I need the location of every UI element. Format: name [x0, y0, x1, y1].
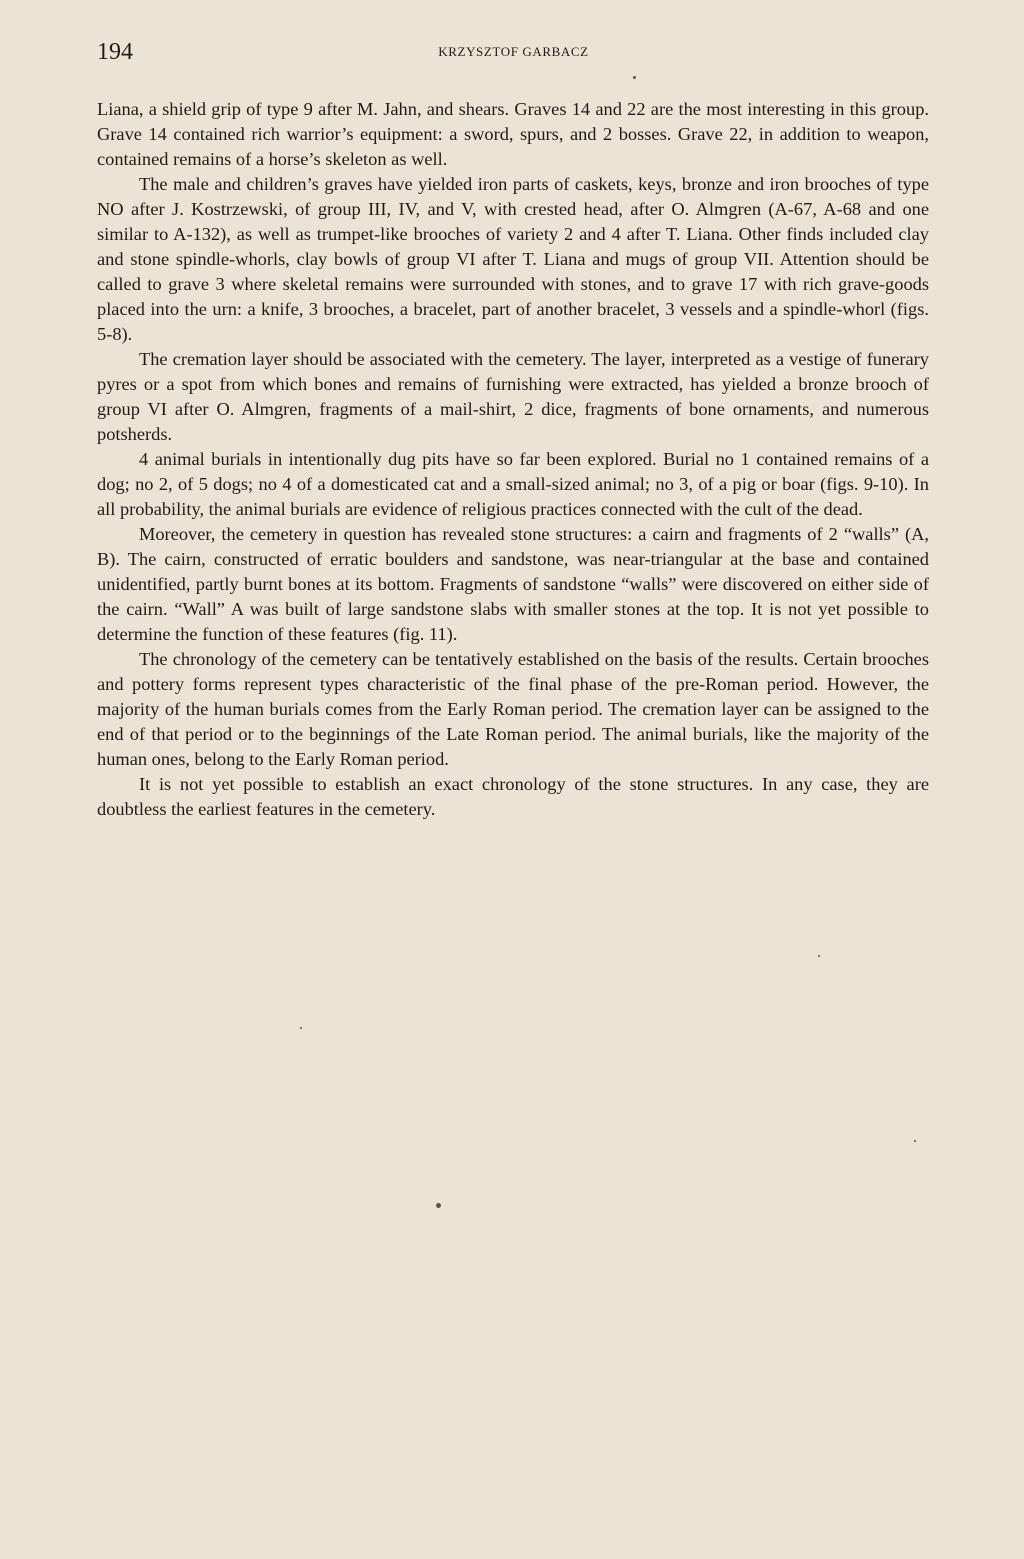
paragraph: Liana, a shield grip of type 9 after M. Jahn, and shears. Graves 14 and 22 are the most interesting in this group. Grave 14 contained rich warrior’s equipment: a sword, spurs, and 2 bosses. Grave 22, in addition to weapon, contained remains of a horse’s skeleton as well.: [97, 99, 929, 169]
paper-speck: [300, 1027, 302, 1029]
paper-speck: [914, 1140, 916, 1142]
paragraph: 4 animal burials in intentionally dug pits have so far been explored. Burial no 1 contained remains of a dog; no 2, of 5 dogs; no 4 of a domesticated cat and a small-sized animal; no 3, of a pig or boar (figs. 9-10). In all probability, the animal burials are evidence of religious practices connected with the cult of the dead.: [97, 449, 929, 519]
page-header: [97, 36, 930, 68]
paper-speck: [818, 955, 820, 957]
running-head: KRZYSZTOF GARBACZ: [438, 44, 589, 59]
page-number: 194: [97, 39, 133, 65]
paper-speck: [633, 76, 636, 79]
paragraph: The cremation layer should be associated with the cemetery. The layer, interpreted as a vestige of funerary pyres or a spot from which bones and remains of furnishing were extracted, has yielded a bronze brooch of group VI after O. Almgren, fragments of a mail-shirt, 2 dice, fragments of bone ornaments, and numerous potsherds.: [97, 349, 929, 444]
paragraph: It is not yet possible to establish an exact chronology of the stone structures. In any case, they are doubtless the earliest features in the cemetery.: [97, 774, 929, 819]
body-text: [97, 97, 929, 822]
paragraph: The male and children’s graves have yielded iron parts of caskets, keys, bronze and iron brooches of type NO after J. Kostrzewski, of group III, IV, and V, with crested head, after O. Almgren (A-67, A-68 and one similar to A-132), as well as trumpet-like brooches of variety 2 and 4 after T. Liana. Other finds included clay and stone spindle-whorls, clay bowls of group VI after T. Liana and mugs of group VII. Attention should be called to grave 3 where skeletal remains were surrounded with stones, and to grave 17 with rich grave-goods placed into the urn: a knife, 3 brooches, a bracelet, part of another bracelet, 3 vessels and a spindle-whorl (figs. 5-8).: [97, 174, 929, 344]
paragraph: The chronology of the cemetery can be tentatively established on the basis of the results. Certain brooches and pottery forms represent types characteristic of the final phase of the pre-Roman period. However, the majority of the human burials comes from the Early Roman period. The cremation layer can be assigned to the end of that period or to the beginnings of the Late Roman period. The animal burials, like the majority of the human ones, belong to the Early Roman period.: [97, 649, 929, 769]
paragraph: Moreover, the cemetery in question has revealed stone structures: a cairn and fragments of 2 “walls” (A, B). The cairn, constructed of erratic boulders and sandstone, was near-triangular at the base and contained unidentified, partly burnt bones at its bottom. Fragments of sandstone “walls” were discovered on either side of the cairn. “Wall” A was built of large sandstone slabs with smaller stones at the top. It is not yet possible to determine the function of these features (fig. 11).: [97, 524, 929, 644]
paper-speck: [436, 1203, 441, 1208]
